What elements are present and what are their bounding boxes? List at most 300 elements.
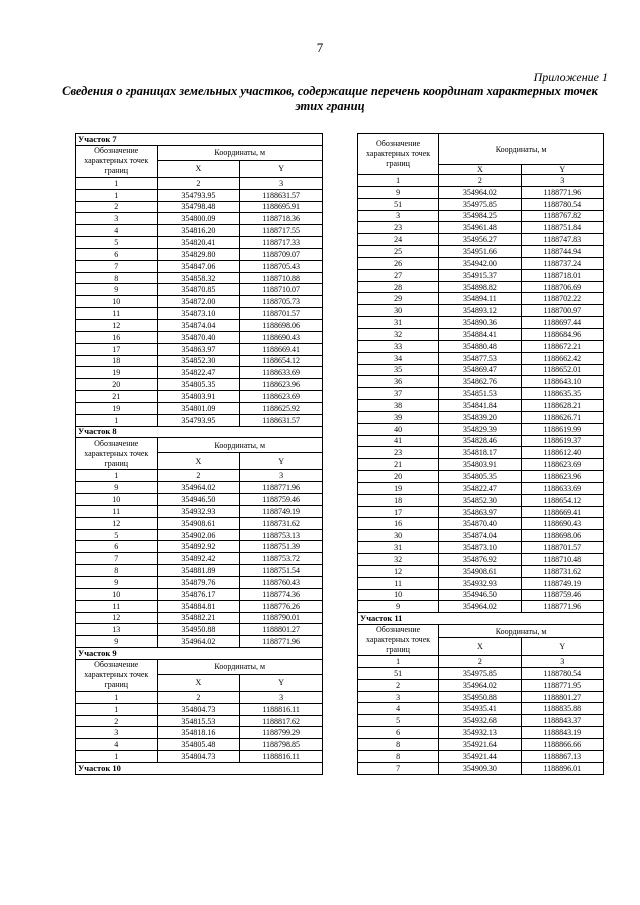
point-id: 11 [76,600,158,612]
coordinates-header: Координаты, м [157,659,323,674]
x-coordinate: 354921.64 [439,738,521,750]
table-row [358,222,604,234]
point-id: 1 [76,189,158,201]
x-coordinate: 354932.68 [439,715,521,727]
point-id: 34 [358,352,439,364]
x-coordinate: 354964.02 [439,186,521,198]
x-coordinate: 354964.02 [157,482,240,494]
y-coordinate: 1188623.96 [521,471,603,483]
table-row [76,213,323,225]
table-row [358,703,604,715]
y-coordinate: 1188718.01 [521,269,603,281]
x-coordinate: 354950.88 [157,624,240,636]
column-number: 2 [157,177,240,189]
column-number: 1 [358,175,439,187]
point-id: 9 [76,577,158,589]
y-header: Y [521,165,603,175]
y-coordinate: 1188631.57 [240,414,323,426]
header-row [358,625,604,638]
column-number: 3 [240,470,323,482]
point-id: 37 [358,388,439,400]
section-title: Участок 7 [76,134,323,146]
point-id: 17 [76,343,158,355]
x-coordinate: 354870.40 [439,518,521,530]
table-row [76,391,323,403]
y-header: Y [240,160,323,177]
x-coordinate: 354829.80 [157,248,240,260]
x-coordinate: 354902.06 [157,529,240,541]
point-id: 3 [358,691,439,703]
point-id: 1 [76,751,158,763]
y-coordinate: 1188816.11 [240,751,323,763]
x-coordinate: 354805.35 [157,379,240,391]
table-row [76,600,323,612]
y-coordinate: 1188799.29 [240,727,323,739]
y-coordinate: 1188717.33 [240,237,323,249]
point-id: 26 [358,257,439,269]
point-id: 2 [358,679,439,691]
y-coordinate: 1188780.54 [521,198,603,210]
column-number: 1 [358,656,439,668]
x-coordinate: 354874.04 [439,530,521,542]
point-id: 33 [358,340,439,352]
point-id: 51 [358,667,439,679]
column-number: 3 [521,656,603,668]
designation-header: Обозначение характерных точек границ [76,438,158,470]
x-coordinate: 354803.91 [439,459,521,471]
point-id: 31 [358,317,439,329]
table-row [76,414,323,426]
x-coordinate: 354874.04 [157,319,240,331]
y-coordinate: 1188635.35 [521,388,603,400]
point-id: 36 [358,376,439,388]
table-row [358,577,604,589]
point-id: 12 [76,612,158,624]
y-coordinate: 1188702.22 [521,293,603,305]
table-row [76,237,323,249]
table-row [358,518,604,530]
point-id: 23 [358,222,439,234]
x-coordinate: 354921.44 [439,750,521,762]
x-header: X [157,453,240,470]
x-coordinate: 354816.20 [157,225,240,237]
point-id: 9 [76,636,158,648]
point-id: 11 [76,505,158,517]
point-id: 2 [76,201,158,213]
point-id: 10 [358,589,439,601]
y-coordinate: 1188798.85 [240,739,323,751]
point-id: 7 [76,553,158,565]
table-row [358,554,604,566]
table-row [76,727,323,739]
x-coordinate: 354884.41 [439,328,521,340]
table-row [76,588,323,600]
point-id: 41 [358,435,439,447]
y-coordinate: 1188767.82 [521,210,603,222]
x-coordinate: 354858.32 [157,272,240,284]
y-coordinate: 1188749.19 [521,577,603,589]
table-row [76,296,323,308]
x-coordinate: 354876.17 [157,588,240,600]
y-coordinate: 1188771.96 [521,601,603,613]
x-coordinate: 354872.00 [157,296,240,308]
y-coordinate: 1188623.69 [240,391,323,403]
y-coordinate: 1188817.62 [240,715,323,727]
x-coordinate: 354873.10 [439,542,521,554]
y-coordinate: 1188774.36 [240,588,323,600]
point-id: 9 [76,284,158,296]
y-coordinate: 1188771.96 [240,482,323,494]
table-row [358,715,604,727]
table-row [358,447,604,459]
point-id: 5 [76,529,158,541]
y-coordinate: 1188690.43 [521,518,603,530]
table-row [76,331,323,343]
table-row [358,738,604,750]
y-coordinate: 1188690.43 [240,331,323,343]
x-coordinate: 354822.47 [439,482,521,494]
point-id: 27 [358,269,439,281]
table-row [76,541,323,553]
point-id: 12 [76,319,158,331]
y-coordinate: 1188619.99 [521,423,603,435]
table-row [76,248,323,260]
column-number: 1 [76,691,158,703]
x-coordinate: 354793.95 [157,189,240,201]
y-coordinate: 1188835.88 [521,703,603,715]
table-row [76,284,323,296]
y-coordinate: 1188631.57 [240,189,323,201]
y-coordinate: 1188695.91 [240,201,323,213]
x-coordinate: 354932.93 [157,505,240,517]
x-coordinate: 354829.39 [439,423,521,435]
table-row [76,482,323,494]
point-id: 19 [76,367,158,379]
header-row [76,438,323,453]
point-id: 5 [76,237,158,249]
table-row [358,388,604,400]
point-id: 7 [76,260,158,272]
point-id: 2 [76,715,158,727]
y-coordinate: 1188654.12 [521,494,603,506]
column-number: 2 [157,691,240,703]
point-id: 8 [76,272,158,284]
x-coordinate: 354961.48 [439,222,521,234]
point-id: 8 [358,750,439,762]
point-id: 51 [358,198,439,210]
table-row [358,482,604,494]
table-row [76,577,323,589]
point-id: 11 [76,308,158,320]
point-id: 8 [76,565,158,577]
y-coordinate: 1188744.94 [521,246,603,258]
x-coordinate: 354869.47 [439,364,521,376]
y-coordinate: 1188751.54 [240,565,323,577]
point-id: 19 [358,482,439,494]
point-id: 25 [358,246,439,258]
y-coordinate: 1188731.62 [240,517,323,529]
header-row [76,659,323,674]
column-number-row [76,691,323,703]
column-number: 3 [240,177,323,189]
y-coordinate: 1188710.07 [240,284,323,296]
y-coordinate: 1188697.44 [521,317,603,329]
point-id: 24 [358,234,439,246]
appendix-label: Приложение 1 [533,70,608,84]
point-id: 18 [358,494,439,506]
point-id: 4 [76,225,158,237]
section-title-row [76,426,323,438]
point-id: 12 [76,517,158,529]
column-number: 2 [439,175,521,187]
x-coordinate: 354822.47 [157,367,240,379]
x-coordinate: 354964.02 [157,636,240,648]
y-coordinate: 1188751.39 [240,541,323,553]
y-coordinate: 1188706.69 [521,281,603,293]
point-id: 30 [358,305,439,317]
table-row [76,739,323,751]
column-number: 3 [240,691,323,703]
table-row [358,750,604,762]
y-coordinate: 1188684.96 [521,328,603,340]
column-number: 3 [521,175,603,187]
x-coordinate: 354975.85 [439,667,521,679]
table-row [76,612,323,624]
coordinates-header: Координаты, м [439,134,604,165]
section-title-row [76,134,323,146]
x-coordinate: 354935.41 [439,703,521,715]
table-row [76,565,323,577]
x-coordinate: 354847.06 [157,260,240,272]
y-coordinate: 1188633.69 [240,367,323,379]
column-number: 2 [439,656,521,668]
section-title: Участок 8 [76,426,323,438]
column-number-row [358,656,604,668]
table-row [358,340,604,352]
y-coordinate: 1188780.54 [521,667,603,679]
table-row [76,272,323,284]
x-header: X [439,165,521,175]
y-coordinate: 1188705.73 [240,296,323,308]
table-row [358,506,604,518]
point-id: 4 [76,739,158,751]
y-header: Y [521,638,603,656]
y-coordinate: 1188751.84 [521,222,603,234]
y-header: Y [240,453,323,470]
x-coordinate: 354828.46 [439,435,521,447]
y-coordinate: 1188654.12 [240,355,323,367]
table-row [358,762,604,774]
point-id: 38 [358,400,439,412]
x-coordinate: 354818.17 [439,447,521,459]
point-id: 6 [358,727,439,739]
x-coordinate: 354800.09 [157,213,240,225]
table-row [358,234,604,246]
table-row [76,402,323,414]
section-title: Участок 10 [76,762,323,774]
table-row [358,589,604,601]
point-id: 23 [358,447,439,459]
table-row [358,376,604,388]
table-row [358,471,604,483]
point-id: 16 [358,518,439,530]
x-coordinate: 354951.66 [439,246,521,258]
y-coordinate: 1188709.07 [240,248,323,260]
y-coordinate: 1188700.97 [521,305,603,317]
point-id: 32 [358,554,439,566]
x-coordinate: 354946.50 [157,494,240,506]
table-row [358,364,604,376]
x-coordinate: 354898.82 [439,281,521,293]
point-id: 19 [76,402,158,414]
y-coordinate: 1188669.41 [240,343,323,355]
page-number: 7 [316,40,324,55]
point-id: 11 [358,577,439,589]
x-coordinate: 354863.97 [157,343,240,355]
y-coordinate: 1188753.13 [240,529,323,541]
y-coordinate: 1188612.40 [521,447,603,459]
y-coordinate: 1188843.19 [521,727,603,739]
point-id: 20 [76,379,158,391]
x-coordinate: 354890.36 [439,317,521,329]
y-coordinate: 1188643.10 [521,376,603,388]
header-row [76,145,323,160]
x-coordinate: 354851.53 [439,388,521,400]
x-coordinate: 354946.50 [439,589,521,601]
x-coordinate: 354870.40 [157,331,240,343]
point-id: 21 [358,459,439,471]
y-coordinate: 1188710.48 [521,554,603,566]
y-coordinate: 1188759.46 [521,589,603,601]
y-header: Y [240,674,323,691]
x-coordinate: 354880.48 [439,340,521,352]
table-row [358,601,604,613]
point-id: 10 [76,588,158,600]
y-coordinate: 1188625.92 [240,402,323,414]
table-row [76,624,323,636]
x-coordinate: 354798.48 [157,201,240,213]
table-row [76,636,323,648]
x-coordinate: 354873.10 [157,308,240,320]
y-coordinate: 1188669.41 [521,506,603,518]
table-row [358,257,604,269]
table-row [358,198,604,210]
table-row [358,400,604,412]
x-coordinate: 354841.84 [439,400,521,412]
point-id: 29 [358,293,439,305]
table-row [358,305,604,317]
y-coordinate: 1188776.26 [240,600,323,612]
table-row [76,225,323,237]
section-title-row [76,762,323,774]
y-coordinate: 1188710.88 [240,272,323,284]
point-id: 20 [358,471,439,483]
y-coordinate: 1188771.95 [521,679,603,691]
x-coordinate: 354881.89 [157,565,240,577]
table-row [76,553,323,565]
column-number: 1 [76,470,158,482]
y-coordinate: 1188698.06 [521,530,603,542]
table-row [76,505,323,517]
x-coordinate: 354892.92 [157,541,240,553]
left-column [75,133,323,775]
x-coordinate: 354893.12 [439,305,521,317]
x-coordinate: 354803.91 [157,391,240,403]
table-row [76,355,323,367]
coordinates-header: Координаты, м [157,438,323,453]
designation-header: Обозначение характерных точек границ [358,134,439,175]
x-coordinate: 354805.35 [439,471,521,483]
y-coordinate: 1188698.06 [240,319,323,331]
point-id: 1 [76,703,158,715]
table-row [76,319,323,331]
point-id: 3 [76,727,158,739]
header-row [358,134,604,165]
point-id: 39 [358,411,439,423]
x-coordinate: 354882.21 [157,612,240,624]
point-id: 7 [358,762,439,774]
x-coordinate: 354964.02 [439,679,521,691]
y-coordinate: 1188896.01 [521,762,603,774]
x-coordinate: 354942.00 [439,257,521,269]
y-coordinate: 1188717.55 [240,225,323,237]
y-coordinate: 1188771.96 [240,636,323,648]
x-coordinate: 354870.85 [157,284,240,296]
y-coordinate: 1188759.46 [240,494,323,506]
table-row [76,529,323,541]
y-coordinate: 1188701.57 [240,308,323,320]
designation-header: Обозначение характерных точек границ [76,145,158,177]
section-title: Участок 11 [358,613,604,625]
x-coordinate: 354908.61 [439,565,521,577]
point-id: 21 [76,391,158,403]
point-id: 4 [358,703,439,715]
column-number-row [76,470,323,482]
table-row [358,186,604,198]
table-row [358,727,604,739]
y-coordinate: 1188737.24 [521,257,603,269]
y-coordinate: 1188749.19 [240,505,323,517]
x-coordinate: 354964.02 [439,601,521,613]
y-coordinate: 1188771.96 [521,186,603,198]
y-coordinate: 1188718.36 [240,213,323,225]
column-number-row [358,175,604,187]
point-id: 28 [358,281,439,293]
y-coordinate: 1188623.96 [240,379,323,391]
coordinates-header: Координаты, м [439,625,604,638]
x-header: X [157,674,240,691]
table-row [358,459,604,471]
document-title: Сведения о границах земельных участков, содержащие перечень координат характерных точек этих границ [62,84,598,113]
point-id: 9 [358,186,439,198]
table-row [358,317,604,329]
designation-header: Обозначение характерных точек границ [76,659,158,691]
x-coordinate: 354805.48 [157,739,240,751]
point-id: 32 [358,328,439,340]
point-id: 10 [76,494,158,506]
table-row [76,715,323,727]
section-title-row [358,613,604,625]
x-coordinate: 354975.85 [439,198,521,210]
y-coordinate: 1188866.66 [521,738,603,750]
table-row [358,530,604,542]
y-coordinate: 1188701.57 [521,542,603,554]
point-id: 3 [76,213,158,225]
x-coordinate: 354932.93 [439,577,521,589]
table-row [358,435,604,447]
point-id: 13 [76,624,158,636]
point-id: 35 [358,364,439,376]
